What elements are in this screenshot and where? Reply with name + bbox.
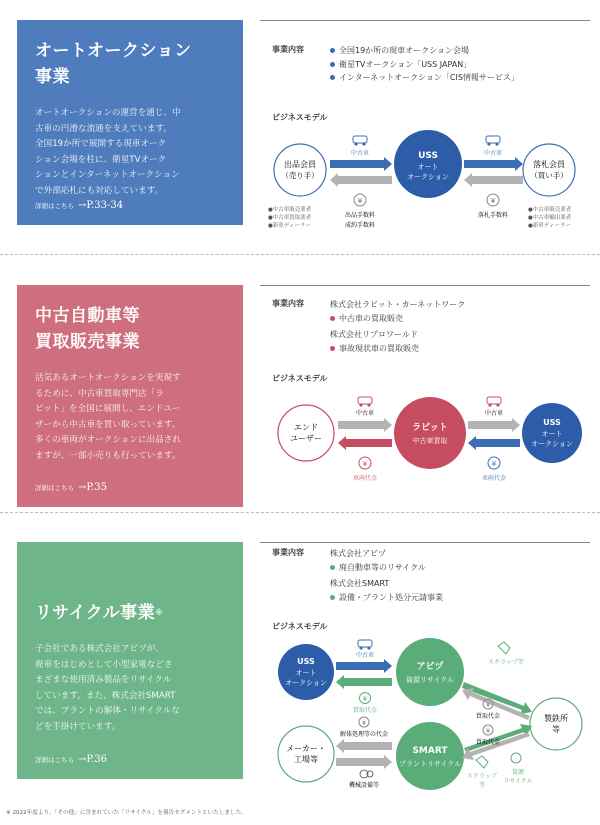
auction-description: オートオークションの運営を通じ、中 古車の円滑な流通を支えています。 全国19か所で展開する現車オーク ション会場を柱に、衛星TVオーク ションとインターネットオークション で外部応札にも対応しています。 [35, 108, 181, 196]
svg-text:¥: ¥ [486, 702, 490, 709]
svg-text:プラントリサイクル: プラントリサイクル [398, 760, 462, 768]
recycle-detail-link[interactable]: 詳細はこちら →P.36 [35, 754, 107, 765]
business-item: 中古車の買取販売 [330, 312, 600, 326]
svg-text:●中古車販売業者: ●中古車販売業者 [268, 207, 312, 213]
yen-icon [360, 693, 371, 704]
section-separator [0, 512, 600, 513]
svg-text:中古車: 中古車 [355, 410, 375, 417]
used-car-detail-link[interactable]: 詳細はこちら →P.35 [35, 482, 107, 493]
arrow-machinery [336, 755, 392, 769]
yen-icon [487, 194, 499, 206]
svg-text:製鉄所: 製鉄所 [544, 714, 568, 723]
svg-text:等: 等 [478, 782, 486, 789]
yen-icon [359, 717, 369, 727]
svg-text:スクラップ等: スクラップ等 [488, 659, 524, 666]
arrow-right-car-2 [464, 157, 523, 171]
svg-text:資源リサイクル: 資源リサイクル [405, 676, 455, 684]
recycle-section: リサイクル事業※ 子会社である株式会社アビヅが、 廃車をはじめとして小型家電などさ まざまな使用済み製品をリサイクル しています。また、株式会社SMART では、プラントの解体・リサイクルな どを手掛けています。 詳細はこちら →P.36 事業内容 株式会社アビヅ 廃自動車等のリサイクル 株式会社SMART 設備・プラント処分元請事業 ビジネスモデル USS オート オークション アビヅ 資源リサイクル 製鉄所 等 メーカー・ 工場等 SMART プラントリサイクル 中古車 ¥ 買取代金 スクラップ等 ¥ 買取代金 ¥ 買取代金 ¥ 解体処理等の代金 機械設備等 スクラップ 等 資源 リサイクル [0, 522, 600, 787]
car-icon [358, 397, 372, 407]
divider [260, 20, 590, 21]
arrow-car-right [338, 418, 392, 432]
svg-text:オークション: オークション [285, 679, 327, 687]
seller-label: 出品会員 [284, 160, 316, 169]
svg-text:中古車: 中古車 [483, 150, 503, 157]
arrow-money-left [338, 436, 392, 450]
recycle-title: リサイクル事業※ [35, 603, 164, 623]
svg-text:●中古車販売業者: ●中古車販売業者 [528, 207, 572, 213]
section-separator [0, 254, 600, 255]
car-icon [487, 397, 501, 407]
svg-text:USS: USS [297, 657, 315, 666]
svg-text:エンド: エンド [294, 423, 318, 432]
company-name: 株式会社アビヅ [330, 549, 386, 558]
svg-text:メーカー・: メーカー・ [286, 744, 326, 753]
scrap-icon [498, 642, 510, 654]
car-icon [353, 136, 367, 146]
svg-text:資源: 資源 [511, 769, 525, 776]
business-model-label: ビジネスモデル [272, 113, 328, 122]
svg-text:オート: オート [541, 430, 563, 438]
yen-icon [488, 457, 500, 469]
buyer-label: 落札会員 [533, 160, 565, 169]
svg-text:¥: ¥ [362, 720, 366, 727]
arrow-money [336, 675, 392, 689]
rabbit-node [394, 397, 466, 469]
svg-text:出品手数料: 出品手数料 [344, 212, 376, 219]
svg-text:●中古車買取業者: ●中古車買取業者 [268, 215, 312, 221]
svg-text:¥: ¥ [362, 460, 368, 468]
used-car-section: 中古自動車等 買取販売事業 活気あるオートオークションを実現す るために、中古車買取専門店「ラ ビット」を全国に展開し、エンドユー ザーから中古車を買い取っています。 多くの車両がオークションに出品され ますが、一部小売りも行っています。 詳細はこちら →P.35 事業内容 株式会社ラビット・カーネットワーク 中古車の買取販売 株式会社リプロワールド 事故現状車の買取販売 ビジネスモデル エンド ユーザー ラビット 中古車買取 USS オート オークション 中古車 中古車 ¥ 車両代金 ¥ 車両代金 [0, 265, 600, 497]
svg-text:落札手数料: 落札手数料 [477, 212, 509, 219]
car-icon [358, 640, 372, 650]
recycle-model-diagram [260, 632, 595, 792]
auction-model-diagram [260, 124, 595, 234]
company-name: 株式会社リプロワールド [330, 330, 418, 339]
footnote: ※ 2022年度より、「その他」に含まれていた「リサイクル」を報告セグメントといたしました。 [6, 810, 247, 816]
abizu-node [396, 638, 464, 706]
svg-text:成約手数料: 成約手数料 [344, 222, 376, 229]
svg-text:中古車: 中古車 [484, 410, 504, 417]
svg-text:車両代金: 車両代金 [352, 475, 378, 482]
svg-text:オークション: オークション [407, 173, 449, 181]
svg-text:買取代金: 買取代金 [475, 713, 501, 720]
svg-text:等: 等 [552, 725, 560, 734]
svg-text:SMART: SMART [412, 746, 448, 756]
svg-text:アビヅ: アビヅ [416, 662, 444, 672]
svg-text:機械設備等: 機械設備等 [348, 782, 380, 789]
company-name: 株式会社ラビット・カーネットワーク [330, 300, 466, 309]
arrow-car-right-2 [468, 418, 520, 432]
svg-text:USS: USS [543, 418, 561, 427]
arrow-left-fee-2 [464, 173, 523, 187]
divider [260, 285, 590, 286]
smart-node [396, 722, 464, 790]
gear-icon [360, 770, 373, 778]
yen-icon [483, 725, 493, 735]
used-car-title: 中古自動車等 買取販売事業 [35, 306, 140, 352]
auction-detail-link[interactable]: 詳細はこちら →P.33-34 [35, 200, 124, 211]
buyer-sub: （買い手） [530, 171, 568, 180]
maker-node [278, 726, 334, 782]
svg-text:中古車: 中古車 [350, 150, 370, 157]
business-key: 事業内容 [272, 45, 304, 54]
arrow-fee [336, 739, 392, 753]
arrow-scrap [462, 682, 532, 714]
arrow-right-car [330, 157, 392, 171]
seller-sub: （売り手） [281, 171, 319, 180]
car-icon [486, 136, 500, 146]
used-car-description: 活気あるオートオークションを実現す るために、中古車買取専門店「ラ ビット」を全国に展開し、エンドユー ザーから中古車を買い取っています。 多くの車両がオークションに出品され ますが、一部小売りも行っています。 [35, 373, 181, 461]
svg-text:ラビット: ラビット [412, 423, 448, 433]
svg-text:オート: オート [295, 669, 317, 677]
svg-text:中古車: 中古車 [355, 652, 375, 659]
svg-text:USS: USS [418, 151, 438, 161]
svg-text:●新車ディーラー: ●新車ディーラー [268, 223, 311, 229]
business-item: 設備・プラント処分元請事業 [330, 591, 600, 605]
used-car-panel [17, 285, 243, 507]
svg-text:解体処理等の代金: 解体処理等の代金 [339, 731, 389, 738]
business-item: 事故現状車の買取販売 [330, 342, 600, 356]
arrow-left-fee [330, 173, 392, 187]
end-user-node [278, 405, 334, 461]
recycle-panel [17, 542, 243, 779]
svg-text:車両代金: 車両代金 [481, 475, 507, 482]
svg-text:買取代金: 買取代金 [352, 707, 378, 714]
business-model-label: ビジネスモデル [272, 622, 328, 631]
svg-text:¥: ¥ [357, 197, 363, 205]
yen-icon [354, 194, 366, 206]
svg-text:¥: ¥ [490, 197, 496, 205]
arrow-money-left-2 [468, 436, 520, 450]
company-name: 株式会社SMART [330, 579, 390, 588]
svg-text:スクラップ: スクラップ [467, 773, 497, 780]
svg-text:ユーザー: ユーザー [290, 434, 322, 443]
business-item: 廃自動車等のリサイクル [330, 561, 600, 575]
svg-text:リサイクル: リサイクル [503, 778, 533, 785]
svg-text:●新車ディーラー: ●新車ディーラー [528, 223, 571, 229]
steel-node [530, 698, 582, 750]
buyer-node [523, 144, 575, 196]
recycle-icon [511, 753, 521, 763]
svg-text:オート: オート [417, 163, 439, 171]
auction-panel [17, 20, 243, 225]
arrow-car [336, 659, 392, 673]
yen-icon [359, 457, 371, 469]
svg-text:オークション: オークション [531, 440, 573, 448]
svg-text:買取代金: 買取代金 [475, 739, 501, 746]
svg-text:工場等: 工場等 [294, 755, 318, 764]
svg-text:¥: ¥ [486, 728, 490, 735]
business-model-label: ビジネスモデル [272, 374, 328, 383]
recycle-description: 子会社である株式会社アビヅが、 廃車をはじめとして小型家電などさ まざまな使用済み製品をリサイクル しています。また、株式会社SMART では、プラントの解体・リサイクルな どを手掛けています。 [35, 644, 180, 732]
svg-text:¥: ¥ [491, 460, 497, 468]
business-item: 全国19か所の現車オークション会場 [330, 44, 600, 58]
scrap-icon [476, 756, 488, 768]
auction-section [0, 0, 600, 232]
svg-text:●中古車輸出業者: ●中古車輸出業者 [528, 215, 572, 221]
svg-text:中古車買取: 中古車買取 [412, 437, 448, 445]
divider [260, 542, 590, 543]
auction-title: オートオークション 事業 [35, 41, 192, 87]
business-item: 衛星TVオークション「USS JAPAN」 [330, 58, 600, 72]
used-car-model-diagram [260, 387, 595, 487]
seller-node [274, 144, 326, 196]
svg-text:¥: ¥ [362, 695, 368, 703]
business-item: インターネットオークション「CIS情報サービス」 [330, 71, 600, 85]
